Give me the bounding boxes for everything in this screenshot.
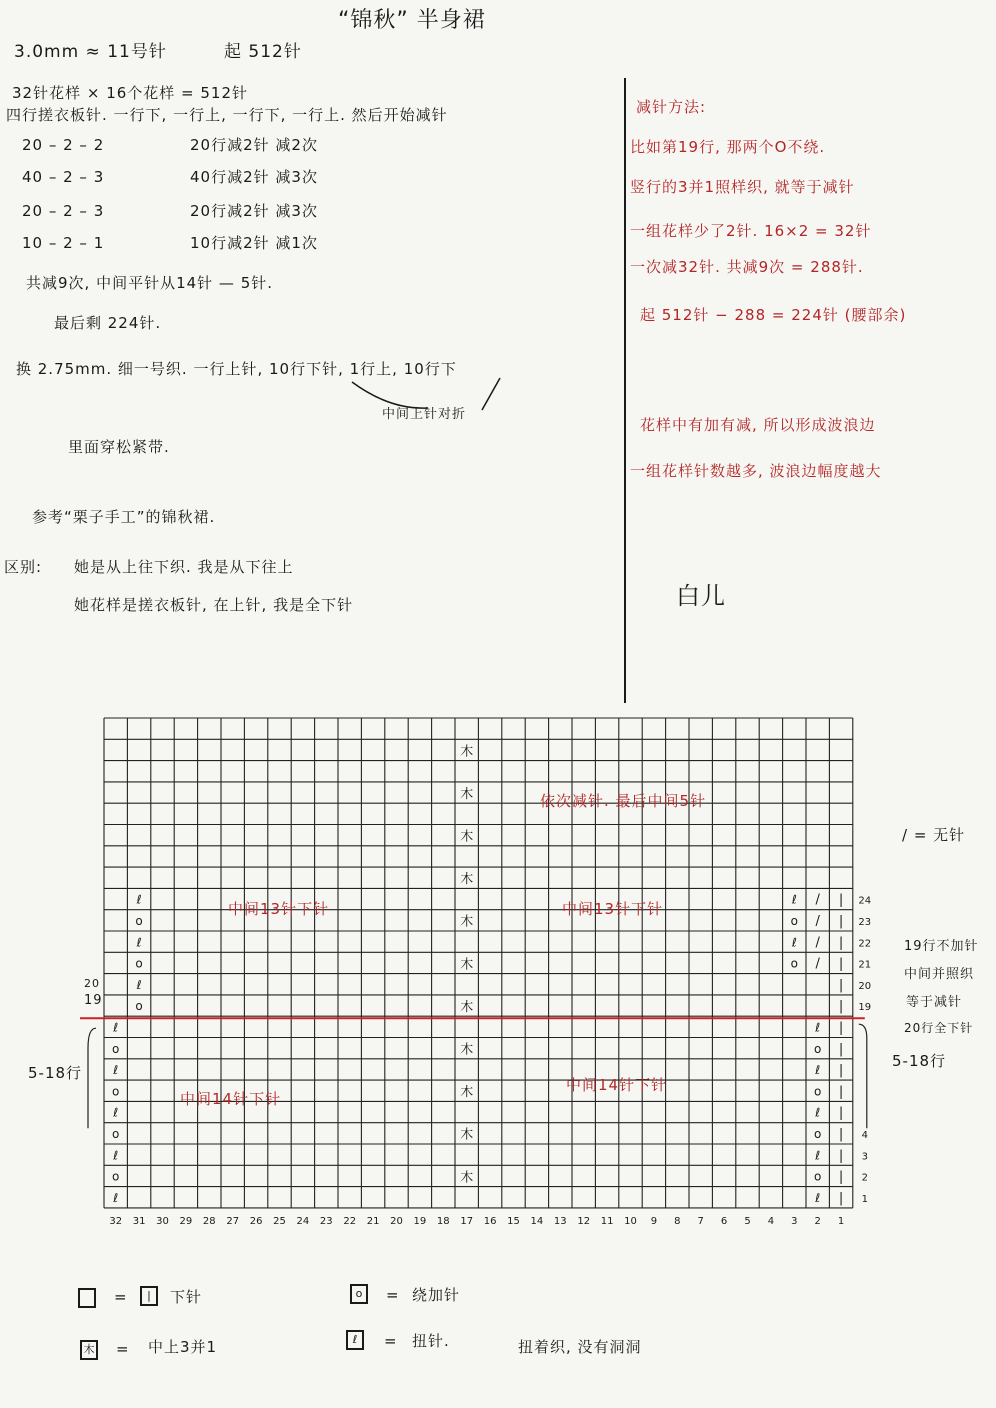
knit-equals: = (114, 1288, 128, 1306)
upper-left-symbol: o (135, 914, 143, 929)
upper-right-symbol: o (790, 956, 798, 971)
cdd-symbol: 木 (80, 1340, 98, 1360)
lower-right-symbol: ℓ (815, 1148, 821, 1163)
cdd-mark: 木 (460, 1042, 474, 1058)
upper-left-symbol: ℓ (136, 977, 142, 992)
column-number: 10 (624, 1215, 637, 1227)
cdd-mark: 木 (460, 999, 474, 1015)
vertical-divider (624, 78, 626, 703)
fold-arrow (350, 372, 510, 412)
right-14-knit-label: 中间14针下针 (566, 1076, 668, 1094)
reference-line: 参考“栗子手工”的锦秋裙. (32, 508, 216, 526)
knit-mark: | (838, 935, 844, 951)
twist-note: 扭着织, 没有洞洞 (518, 1338, 642, 1356)
decrease-row-2: 40 – 2 – 3 (22, 168, 105, 186)
column-number: 26 (249, 1215, 263, 1227)
cast-on: 起 512针 (224, 42, 302, 62)
no-stitch-mark: / (815, 935, 820, 951)
lower-left-symbol: ℓ (113, 1148, 119, 1163)
lower-left-symbol: o (112, 1127, 120, 1142)
lower-left-symbol: ℓ (113, 1020, 119, 1035)
column-number: 23 (319, 1215, 333, 1227)
twist-symbol: ℓ (346, 1330, 364, 1350)
cdd-mark: 木 (460, 1085, 474, 1101)
lower-left-symbol: ℓ (113, 1063, 119, 1078)
right-13-knit-label: 中间13针下针 (562, 900, 664, 918)
left-14-knit-label: 中间14针下针 (180, 1090, 282, 1108)
method-line-2: 竖行的3并1照样织, 就等于减针 (630, 178, 855, 196)
decrease-row-4: 10 – 2 – 1 (22, 234, 105, 252)
signature: 白儿 (676, 582, 726, 610)
knit-mark: | (838, 1020, 844, 1036)
upper-left-symbol: o (135, 999, 143, 1014)
column-number: 3 (791, 1215, 798, 1227)
lower-left-symbol: o (112, 1169, 120, 1184)
row-number: 20 (858, 980, 872, 992)
column-number: 30 (156, 1215, 169, 1227)
decrease-desc-3: 20行减2针 减3次 (190, 202, 318, 220)
lower-left-symbol: o (112, 1041, 120, 1056)
knit-mark: | (838, 1190, 844, 1206)
left-bracket (88, 1028, 96, 1128)
wave-note-2: 一组花样针数越多, 波浪边幅度越大 (630, 462, 882, 480)
knit-legend-label: 下针 (170, 1288, 203, 1306)
column-number: 31 (132, 1215, 146, 1227)
lower-left-symbol: ℓ (113, 1190, 119, 1205)
column-number: 14 (530, 1215, 544, 1227)
left-row-20-number: 20 (84, 977, 100, 990)
fold-note: 中间上针对折 (382, 407, 467, 422)
difference-line-1: 她是从上往下织. 我是从下往上 (74, 558, 294, 576)
knit-symbol (78, 1288, 96, 1308)
decrease-desc-1: 20行减2针 减2次 (190, 136, 318, 154)
cdd-mark: 木 (460, 872, 474, 888)
method-line-1: 比如第19行, 那两个O不绕. (630, 138, 826, 156)
column-number: 20 (390, 1215, 403, 1227)
no-stitch-mark: / (815, 892, 820, 908)
difference-line-2: 她花样是搓衣板针, 在上针, 我是全下针 (74, 596, 354, 614)
decrease-row-1: 20 – 2 – 2 (22, 136, 105, 154)
lower-right-symbol: ℓ (815, 1020, 821, 1035)
remaining-stitches: 最后剩 224针. (54, 314, 162, 332)
page-title: “锦秋” 半身裙 (338, 8, 486, 33)
knit-mark: | (838, 1084, 844, 1100)
right-bracket (859, 1024, 867, 1128)
row20-note: 20行全下针 (904, 1021, 974, 1035)
row-number: 2 (861, 1172, 868, 1184)
lower-right-symbol: ℓ (815, 1063, 821, 1078)
knit-mark: | (838, 914, 844, 930)
cdd-mark: 木 (460, 829, 474, 845)
rows-5-18-right: 5-18行 (892, 1052, 947, 1070)
decrease-desc-2: 40行减2针 减3次 (190, 168, 318, 186)
column-number: 13 (553, 1215, 567, 1227)
column-number: 22 (343, 1215, 357, 1227)
lower-right-symbol: o (814, 1041, 822, 1056)
row-number: 4 (861, 1130, 868, 1142)
column-number: 7 (697, 1215, 704, 1227)
no-stitch-mark: / (815, 914, 820, 930)
garter-line: 四行搓衣板针. 一行下, 一行上, 一行下, 一行上. 然后开始减针 (6, 106, 448, 124)
row-number: 19 (858, 1002, 872, 1014)
lower-right-symbol: o (814, 1169, 822, 1184)
lower-left-symbol: o (112, 1084, 120, 1099)
yarn-over-symbol: o (350, 1284, 368, 1304)
decrease-row-3: 20 – 2 – 3 (22, 202, 105, 220)
column-number: 8 (674, 1215, 681, 1227)
row-number: 3 (861, 1151, 868, 1163)
needle-change-line: 换 2.75mm. 细一号织. 一行上针, 10行下针, 1行上, 10行下 (16, 360, 457, 378)
column-number: 2 (814, 1215, 821, 1227)
left-row-19-number: 19 (84, 993, 103, 1008)
column-number: 17 (460, 1215, 474, 1227)
column-number: 12 (577, 1215, 591, 1227)
knit-mark: | (838, 1127, 844, 1143)
column-number: 1 (837, 1215, 845, 1227)
lower-left-symbol: ℓ (113, 1105, 119, 1120)
column-number: 18 (436, 1215, 450, 1227)
column-number: 28 (202, 1215, 216, 1227)
twist-equals: = (384, 1332, 398, 1350)
needle-size: 3.0mm ≈ 11号针 (14, 42, 167, 62)
knit-mark: | (838, 999, 844, 1015)
column-number: 25 (273, 1215, 286, 1227)
decrease-desc-4: 10行减2针 减1次 (190, 234, 318, 252)
top-decrease-label: 依次减针. 最后中间5针 (540, 792, 707, 810)
row-number: 1 (861, 1193, 868, 1205)
knit-mark: | (838, 1169, 844, 1185)
row-number: 23 (858, 917, 872, 929)
upper-left-symbol: ℓ (136, 935, 142, 950)
method-heading: 减针方法: (636, 98, 707, 116)
column-number: 5 (744, 1215, 751, 1227)
column-number: 15 (507, 1215, 520, 1227)
knit-mark: | (838, 1041, 844, 1057)
cdd-mark: 木 (460, 957, 474, 973)
upper-left-symbol: ℓ (136, 892, 142, 907)
cdd-mark: 木 (460, 914, 474, 930)
column-number: 4 (767, 1215, 775, 1227)
yarn-over-equals: = (386, 1286, 400, 1304)
lower-right-symbol: o (814, 1127, 822, 1142)
yarn-over-label: 绕加针 (412, 1286, 461, 1304)
column-number: 32 (109, 1215, 123, 1227)
method-line-5: 起 512针 − 288 = 224针 (腰部余) (640, 306, 907, 324)
elastic-line: 里面穿松紧带. (68, 438, 170, 456)
knit-mark: | (838, 977, 844, 993)
upper-right-symbol: ℓ (791, 892, 797, 907)
lower-right-symbol: o (814, 1084, 822, 1099)
knit-symbol-boxed: | (140, 1286, 158, 1306)
upper-right-symbol: o (790, 914, 798, 929)
column-number: 21 (366, 1215, 380, 1227)
knit-mark: | (838, 1105, 844, 1121)
difference-label: 区别: (4, 558, 43, 576)
column-number: 9 (650, 1215, 658, 1227)
left-13-knit-label: 中间13针下针 (228, 900, 330, 918)
no-stitch-mark: / (815, 956, 820, 972)
column-number: 19 (413, 1215, 427, 1227)
cdd-equals: = (116, 1340, 130, 1358)
upper-right-symbol: ℓ (791, 935, 797, 950)
column-number: 24 (296, 1215, 310, 1227)
column-number: 16 (483, 1215, 497, 1227)
row19-note-2: 中间并照织 (904, 967, 975, 982)
cdd-label: 中上3并1 (148, 1338, 218, 1356)
row19-note-3: 等于减针 (906, 995, 963, 1010)
column-number: 6 (720, 1215, 728, 1227)
total-decrease-line: 共减9次, 中间平针从14针 — 5针. (26, 274, 274, 292)
column-number: 27 (226, 1215, 240, 1227)
lower-right-symbol: ℓ (815, 1190, 821, 1205)
cdd-mark: 木 (460, 786, 474, 802)
column-number: 29 (179, 1215, 193, 1227)
knit-mark: | (838, 1063, 844, 1079)
upper-left-symbol: o (135, 956, 143, 971)
row-number: 22 (858, 938, 872, 950)
method-line-4: 一次减32针. 共减9次 = 288针. (630, 258, 864, 276)
cdd-mark: 木 (460, 744, 474, 760)
row-number: 21 (858, 959, 872, 971)
pattern-count-line: 32针花样 × 16个花样 = 512针 (12, 84, 249, 102)
wave-note-1: 花样中有加有减, 所以形成波浪边 (640, 416, 876, 434)
lower-right-symbol: ℓ (815, 1105, 821, 1120)
cdd-mark: 木 (460, 1127, 474, 1143)
twist-label: 扭针. (412, 1332, 450, 1350)
knit-mark: | (838, 1148, 844, 1164)
slash-legend: / = 无针 (902, 826, 966, 844)
knit-mark: | (838, 892, 844, 908)
row-number: 24 (858, 895, 872, 907)
method-line-3: 一组花样少了2针. 16×2 = 32针 (630, 222, 872, 240)
rows-5-18-left: 5-18行 (28, 1064, 83, 1082)
row19-note-1: 19行不加针 (904, 939, 979, 954)
cdd-mark: 木 (460, 1170, 474, 1186)
column-number: 11 (600, 1215, 614, 1227)
knit-mark: | (838, 956, 844, 972)
